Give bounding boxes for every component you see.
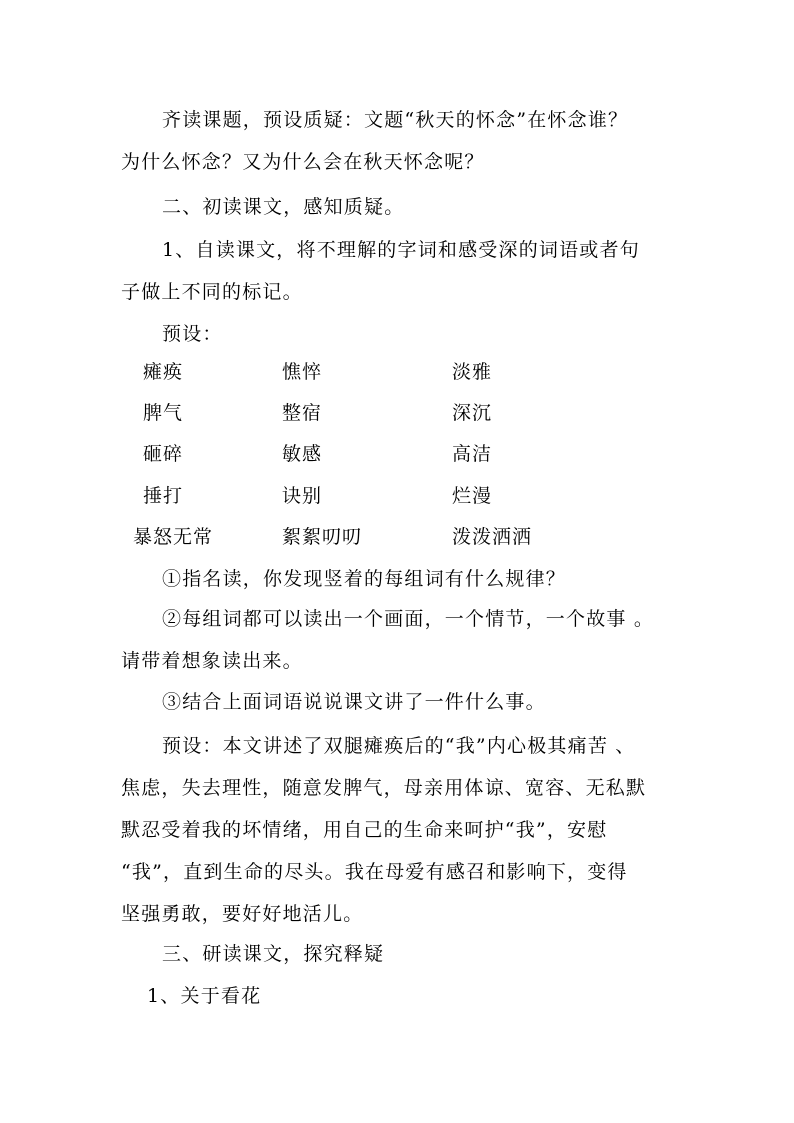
- preset-label: 预设：: [162, 323, 223, 345]
- paragraph-question: 齐读课题，预设质疑：文题“秋天的怀念”在怀念谁？: [162, 109, 629, 131]
- word-cell: 脾气: [143, 402, 184, 424]
- word-cell: 泼泼洒洒: [452, 526, 533, 548]
- word-cell: 深沉: [452, 402, 493, 424]
- question-1: ①指名读，你发现竖着的每组词有什么规律？: [162, 568, 567, 590]
- section-heading-3: 三、研读课文，探究释疑: [162, 943, 385, 965]
- step-1-cont: 子做上不同的标记。: [121, 281, 303, 303]
- section-heading-2: 二、初读课文，感知质疑。: [162, 196, 405, 218]
- word-cell: 砸碎: [143, 443, 184, 465]
- word-cell: 絮絮叨叨: [282, 526, 363, 548]
- summary-para-l4: “我”，直到生命的尽头。我在母爱有感召和影响下，变得: [121, 861, 628, 883]
- step-1: 1、自读课文，将不理解的字词和感受深的词语或者句: [162, 239, 640, 261]
- question-3: ③结合上面词语说说课文讲了一件什么事。: [162, 691, 546, 713]
- question-2-cont: 请带着想象读出来。: [121, 650, 303, 672]
- paragraph-question-cont: 为什么怀念？又为什么会在秋天怀念呢？: [121, 151, 485, 173]
- summary-para-l2: 焦虑，失去理性，随意发脾气，母亲用体谅、宽容、无私默: [121, 777, 647, 799]
- summary-para: 预设：本文讲述了双腿瘫痪后的“我”内心极其痛苦 、: [162, 735, 636, 757]
- word-cell: 整宿: [282, 402, 323, 424]
- word-cell: 敏感: [282, 443, 323, 465]
- word-cell: 淡雅: [452, 361, 493, 383]
- word-cell: 瘫痪: [143, 361, 184, 383]
- word-cell: 高洁: [452, 443, 493, 465]
- summary-para-l3: 默忍受着我的坏情绪，用自己的生命来呵护“我”，安慰: [121, 819, 608, 841]
- summary-para-l5: 坚强勇敢，要好好地活儿。: [121, 903, 364, 925]
- word-cell: 暴怒无常: [133, 526, 214, 548]
- word-cell: 捶打: [143, 485, 184, 507]
- word-cell: 烂漫: [452, 485, 493, 507]
- question-2: ②每组词都可以读出一个画面，一个情节，一个故事 。: [162, 608, 655, 630]
- word-cell: 憔悴: [282, 361, 323, 383]
- subsection-heading-1: 1、关于看花: [147, 985, 262, 1007]
- word-cell: 诀别: [282, 485, 323, 507]
